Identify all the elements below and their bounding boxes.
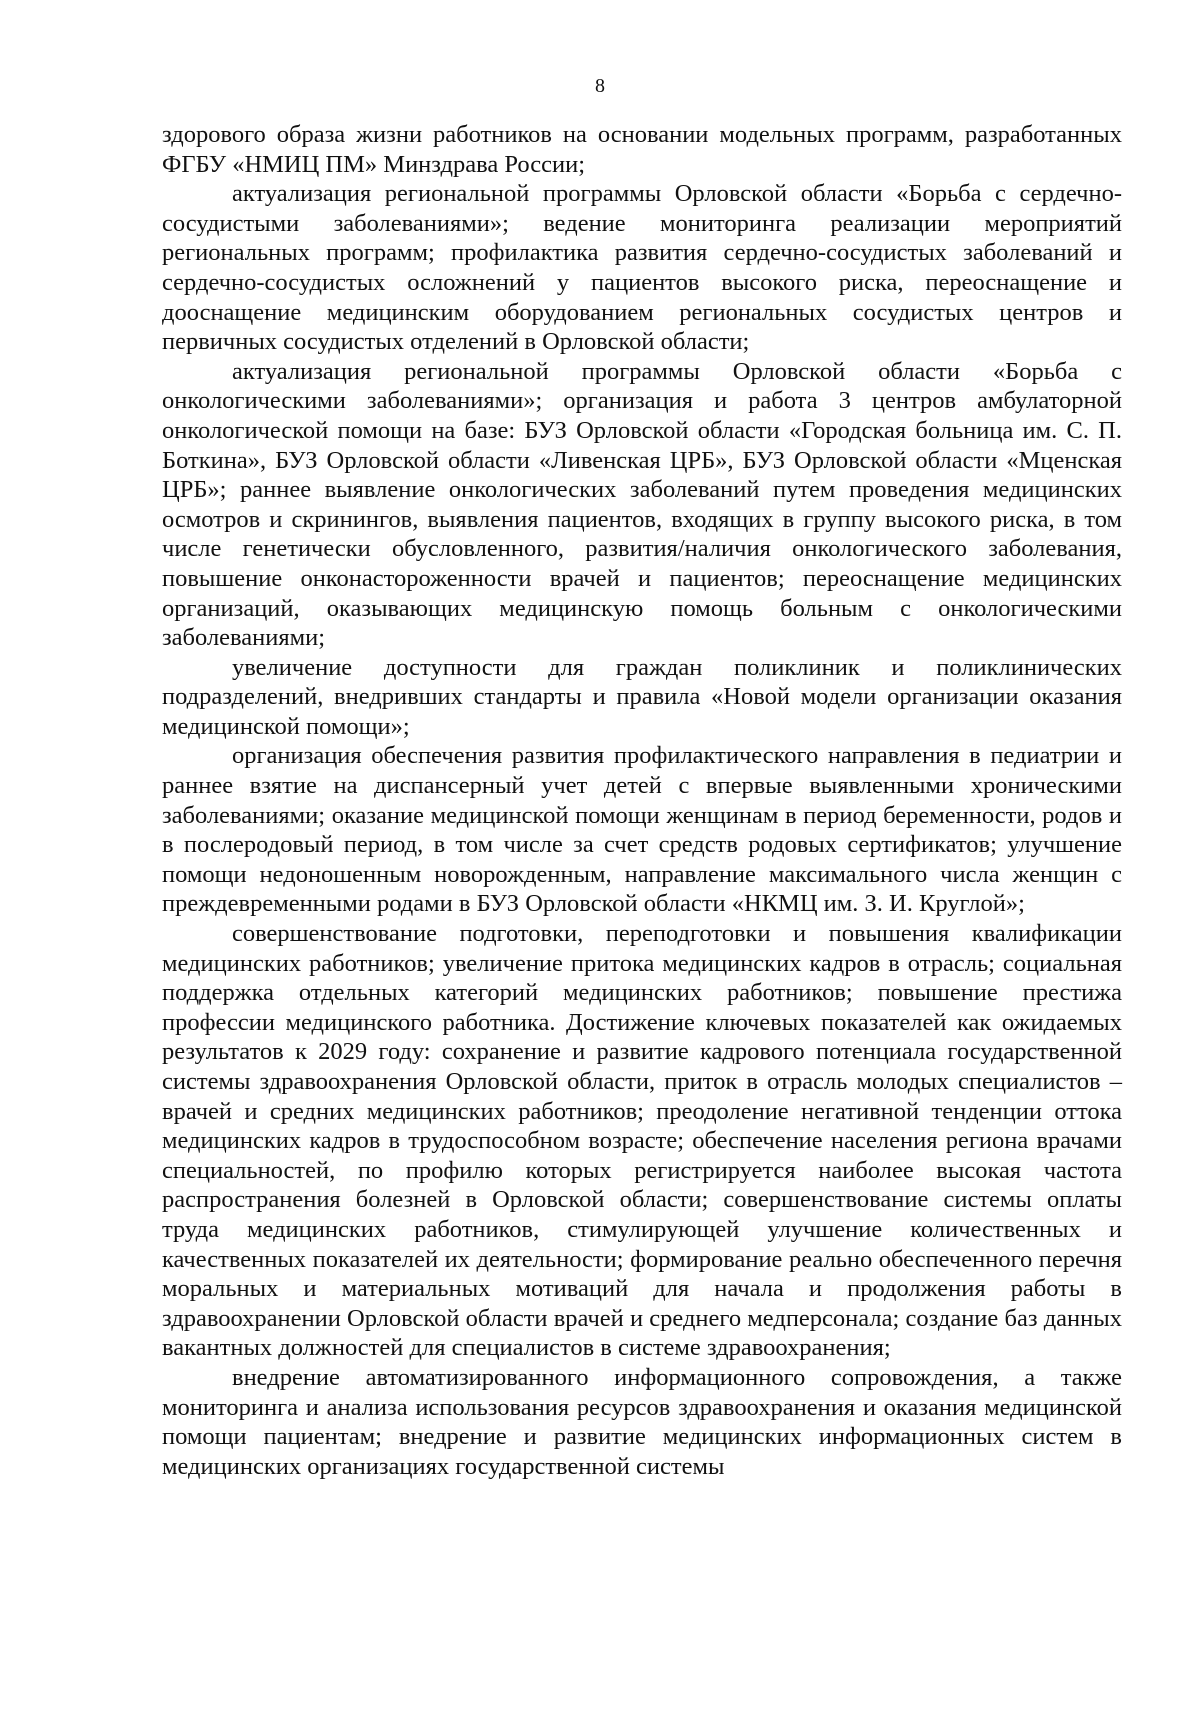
paragraph-polyclinic-access: увеличение доступности для граждан поликлиник и поликлинических подразделений, внедривших стандарты и правила «Новой модели организации оказания медицинской помощи»; [162,653,1122,740]
paragraph-cardiovascular-program: актуализация региональной программы Орловской области «Борьба с сердечно-сосудистыми заболеваниями»; ведение мониторинга реализации мероприятий региональных программ; профилактика развития сердечно-сосудистых заболеваний и сердечно-сосудистых осложнений у пациентов высокого риска, переоснащение и дооснащение медицинским оборудованием региональных сосудистых центров и первичных сосудистых отделений в Орловской области; [162,180,1122,356]
paragraph-continuation: здорового образа жизни работников на основании модельных программ, разработанных ФГБУ «НМИЦ ПМ» Минздрава России; [162,121,1122,178]
document-body [162,120,1122,1481]
paragraph-information-systems: внедрение автоматизированного информационного сопровождения, а также мониторинга и анализа использования ресурсов здравоохранения и оказания медицинской помощи пациентам; внедрение и развитие медицинских информационных систем в медицинских организациях государственной системы [162,1363,1122,1480]
paragraph-medical-staff: совершенствование подготовки, переподготовки и повышения квалификации медицинских работников; увеличение притока медицинских кадров в отрасль; социальная поддержка отдельных категорий медицинских работников; повышение престижа профессии медицинского работника. Достижение ключевых показателей как ожидаемых результатов к 2029 году: сохранение и развитие кадрового потенциала государственной системы здравоохранения Орловской области, приток в отрасль молодых специалистов – врачей и средних медицинских работников; преодоление негативной тенденции оттока медицинских кадров в трудоспособном возрасте; обеспечение населения региона врачами специальностей, по профилю которых регистрируется наиболее высокая частота распространения болезней в Орловской области; совершенствование системы оплаты труда медицинских работников, стимулирующей улучшение количественных и качественных показателей их деятельности; формирование реально обеспеченного перечня моральных и материальных мотиваций для начала и продолжения работы в здравоохранении Орловской области врачей и среднего медперсонала; создание баз данных вакантных должностей для специалистов в системе здравоохранения; [162,920,1122,1362]
page-number: 8 [595,75,605,97]
paragraph-pediatrics-maternity: организация обеспечения развития профилактического направления в педиатрии и раннее взятие на диспансерный учет детей с впервые выявленными хроническими заболеваниями; оказание медицинской помощи женщинам в период беременности, родов и в послеродовый период, в том числе за счет средств родовых сертификатов; улучшение помощи недоношенным новорожденным, направление максимального числа женщин с преждевременными родами в БУЗ Орловской области «НКМЦ им. З. И. Круглой»; [162,742,1122,918]
paragraph-oncology-program: актуализация региональной программы Орловской области «Борьба с онкологическими заболеваниями»; организация и работа 3 центров амбулаторной онкологической помощи на базе: БУЗ Орловской области «Городская больница им. С. П. Боткина», БУЗ Орловской области «Ливенская ЦРБ», БУЗ Орловской области «Мценская ЦРБ»; раннее выявление онкологических заболеваний путем проведения медицинских осмотров и скринингов, выявления пациентов, входящих в группу высокого риска, в том числе генетически обусловленного, развития/наличия онкологического заболевания, повышение онконастороженности врачей и пациентов; переоснащение медицинских организаций, оказывающих медицинскую помощь больным с онкологическими заболеваниями; [162,357,1122,652]
